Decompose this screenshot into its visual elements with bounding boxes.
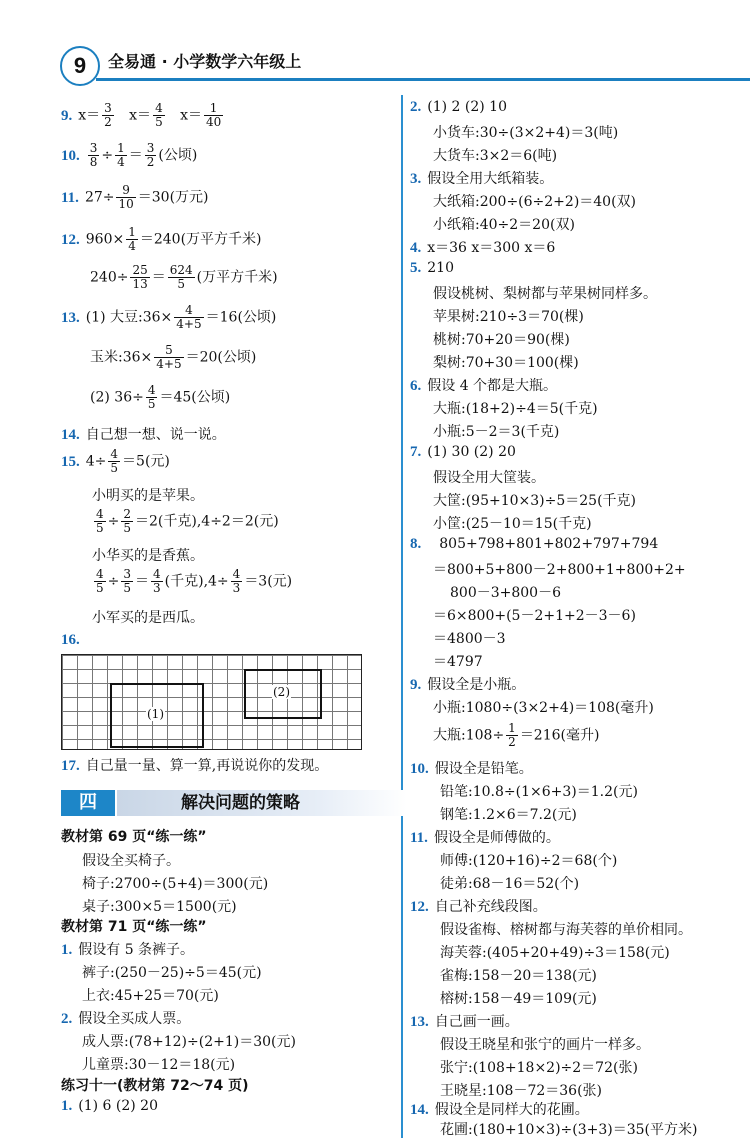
answer-15d: 小华买的是香蕉。 [92,548,204,564]
answer-r12d: 榕树:158－49＝109(元) [440,991,597,1007]
p69-line-c: 桌子:300×5＝1500(元) [82,899,237,915]
answer-r13b: 张宁:(108+18×2)÷2＝72(张) [440,1060,638,1076]
answer-12a: 12. 960× $\frac{1}{4}$ ＝240(万平方千米) [61,225,262,253]
answer-r6a: 大瓶:(18+2)÷4＝5(千克) [433,401,598,417]
p71-item-1: 1. 假设有 5 条裤子。 [61,942,195,958]
answer-r8: 8. 805+798+801+802+797+794 [410,536,659,552]
answer-r10b: 钢笔:1.2×6＝7.2(元) [440,807,577,823]
heading-p69: 教材第 69 页“练一练” [61,829,207,845]
answer-r5a: 假设桃树、梨树都与苹果树同样多。 [433,286,657,302]
page-header [0,0,750,95]
answer-r11b: 徒弟:68－16＝52(个) [440,876,580,892]
header-rule [96,78,750,81]
answer-r2: 2. (1) 2 (2) 10 [410,99,507,115]
answer-r9b: 大瓶:108÷ $\frac{1}{2}$ ＝216(毫升) [433,721,600,749]
answer-15e: $\frac{4}{5}$ ÷ $\frac{3}{5}$ ＝ $\frac{4}{3}$ (千克),4÷ $\frac{4}{3}$ ＝3(元) [96,567,293,595]
answer-r10a: 铅笔:10.8÷(1×6+3)＝1.2(元) [440,784,638,800]
answer-12b: 240÷ $\frac{25}{13}$ ＝ $\frac{624}{5}$ (万平方千米) [90,263,278,291]
answer-r6b: 小瓶:5－2＝3(千克) [433,424,560,440]
answer-13c: (2) 36÷ $\frac{4}{5}$ ＝45(公顷) [90,383,231,411]
section-heading [61,787,391,817]
answer-r8e: ＝4797 [433,654,483,670]
heading-exercise-11: 练习十一(教材第 72～74 页) [61,1078,249,1094]
heading-p71: 教材第 71 页“练一练” [61,919,207,935]
answer-15: 15. 4÷ $\frac{4}{5}$ ＝5(元) [61,447,170,475]
answer-r12b: 海芙蓉:(405+20+49)÷3＝158(元) [440,945,670,961]
answer-r5: 5. 210 [410,260,454,276]
page-number: 9 [60,46,100,86]
answer-r14a: 花圃:(180+10×3)÷(3+3)＝35(平方米) [440,1122,698,1138]
answer-r12a: 假设雀梅、榕树都与海芙蓉的单价相同。 [440,922,692,938]
answer-r4: 4. x＝36 x＝300 x＝6 [410,240,556,256]
answer-r5c: 桃树:70+20＝90(棵) [433,332,570,348]
answer-r5d: 梨树:70+30＝100(棵) [433,355,579,371]
answer-r3: 3. 假设全用大纸箱装。 [410,171,554,187]
answer-r3b: 小纸箱:40÷2＝20(双) [433,217,575,233]
answer-10: 10. $\frac{3}{8}$ ÷ $\frac{1}{4}$ ＝ $\frac{3}{2}$ (公顷) [61,141,198,169]
answer-r7b: 大筐:(95+10×3)÷5＝25(千克) [433,493,637,509]
answer-r12c: 雀梅:158－20＝138(元) [440,968,597,984]
answer-r13c: 王晓星:108－72＝36(张) [440,1083,602,1099]
label-2: (2) [273,685,290,699]
exercise-11-item-1: 1. (1) 6 (2) 20 [61,1098,158,1114]
p69-line-b: 椅子:2700÷(5+4)＝300(元) [82,876,269,892]
answer-15f: 小军买的是西瓜。 [92,610,204,626]
answer-r8c: ＝6×800+(5－2+1+2－3－6) [433,608,636,624]
p71-item-1a: 裤子:(250－25)÷5＝45(元) [82,965,262,981]
section-number: 四 [61,790,115,816]
answer-15c: $\frac{4}{5}$ ÷ $\frac{2}{5}$ ＝2(千克),4÷2＝2(元) [96,507,279,535]
answer-r8d: ＝4800－3 [433,631,506,647]
answer-r7: 7. (1) 30 (2) 20 [410,444,516,460]
p71-item-1b: 上衣:45+25＝70(元) [82,988,219,1004]
p71-item-2a: 成人票:(78+12)÷(2+1)＝30(元) [82,1034,296,1050]
answer-11: 11. 27÷ $\frac{9}{10}$ ＝30(万元) [61,183,209,211]
grid-figure [61,654,362,750]
answer-r13: 13. 自己画一画。 [410,1014,519,1030]
label-1: (1) [147,707,164,721]
answer-r12: 12. 自己补充线段图。 [410,899,547,915]
answer-r7a: 假设全用大筐装。 [433,470,545,486]
answer-r11: 11. 假设全是师傅做的。 [410,830,560,846]
book-title: 全易通 · 小学数学六年级上 [108,52,302,71]
answer-17: 17. 自己量一量、算一算,再说说你的发现。 [61,758,329,774]
answer-15b: 小明买的是苹果。 [92,488,204,504]
answer-r2a: 小货车:30÷(3×2+4)＝3(吨) [433,125,619,141]
answer-r7c: 小筐:(25－10＝15(千克) [433,516,592,532]
answer-r8a: ＝800+5+800－2+800+1+800+2+ [433,562,686,578]
answer-r11a: 师傅:(120+16)÷2＝68(个) [440,853,618,869]
answer-13b: 玉米:36× $\frac{5}{4+5}$ ＝20(公顷) [90,343,257,371]
answer-r3a: 大纸箱:200÷(6÷2+2)＝40(双) [433,194,637,210]
answer-r2b: 大货车:3×2＝6(吨) [433,148,558,164]
answer-r8b: 800－3+800－6 [450,585,561,601]
p71-item-2: 2. 假设全买成人票。 [61,1011,191,1027]
answer-9: 9. x＝ $\frac{3}{2}$ x＝ $\frac{4}{5}$ x＝ $\frac{1}{40}$ [61,101,222,129]
answer-r9a: 小瓶:1080÷(3×2+4)＝108(毫升) [433,700,654,716]
answer-r13a: 假设王晓星和张宁的画片一样多。 [440,1037,650,1053]
answer-r14: 14. 假设全是同样大的花圃。 [410,1102,589,1118]
answer-13a: 13. (1) 大豆:36× $\frac{4}{4+5}$ ＝16(公顷) [61,303,277,331]
column-divider [401,95,403,1138]
answer-16: 16. [61,632,80,648]
answer-r5b: 苹果树:210÷3＝70(棵) [433,309,584,325]
section-title: 解决问题的策略 [181,793,300,813]
answer-r10: 10. 假设全是铅笔。 [410,761,533,777]
answer-r9: 9. 假设全是小瓶。 [410,677,526,693]
answer-r6: 6. 假设 4 个都是大瓶。 [410,378,558,394]
answer-14: 14. 自己想一想、说一说。 [61,427,226,443]
p71-item-2b: 儿童票:30－12＝18(元) [82,1057,236,1073]
p69-line-a: 假设全买椅子。 [82,853,180,869]
